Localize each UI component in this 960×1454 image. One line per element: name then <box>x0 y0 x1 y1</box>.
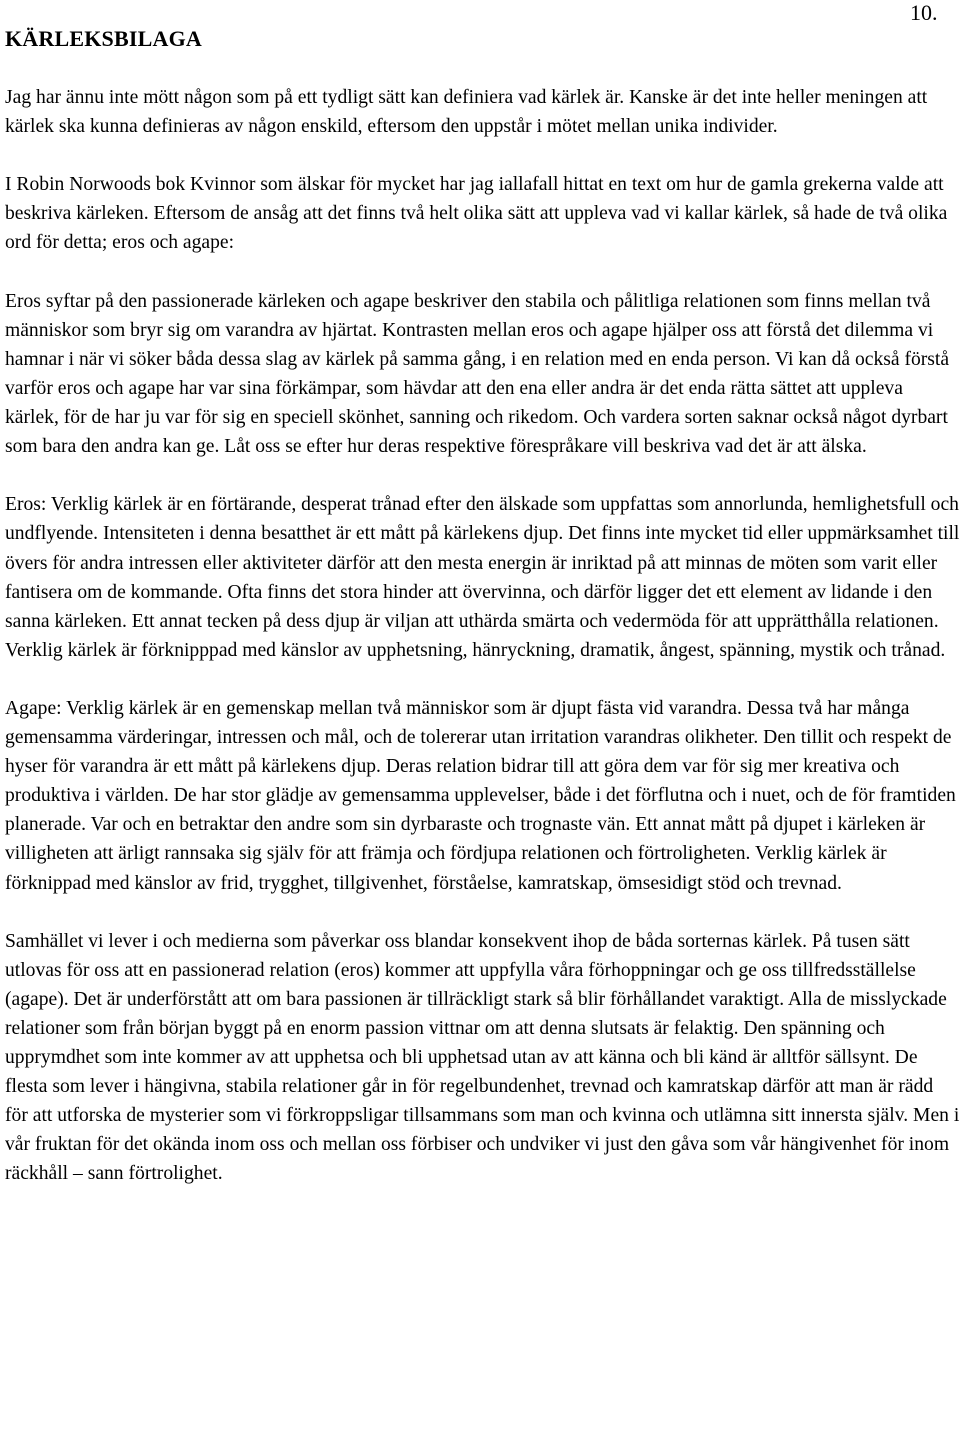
paragraph-eros: Eros: Verklig kärlek är en förtärande, desperat trånad efter den älskade som uppfattas som annorlunda, hemlighetsfull och undflyende. Intensiteten i denna besatthet är ett mått på kärlekens djup. Det finns inte mycket tid eller uppmärksamhet till övers för andra intressen eller aktiviteter därför att den mesta energin är inriktad på att minnas de möten som varit eller fantisera om de kommande. Ofta finns det stora hinder att övervinna, och därför ligger det ett element av lidande i den sanna kärleken. Ett annat tecken på dess djup är viljan att uthärda smärta och vedermöda för att upprätthålla relationen. Verklig kärlek är förknipppad med känslor av upphetsning, hänryckning, dramatik, ångest, spänning, mystik och trånad. <box>5 494 960 661</box>
paragraph-intro: Jag har ännu inte mött någon som på ett tydligt sätt kan definiera vad kärlek är. Kanske är det inte heller meningen att kärlek ska kunna definieras av någon enskild, eftersom den uppstår i mötet mellan unika individer. <box>5 87 928 138</box>
document-body <box>5 83 960 1218</box>
page-number: 10. <box>910 0 938 25</box>
paragraph-society: Samhället vi lever i och medierna som påverkar oss blandar konsekvent ihop de båda sorternas kärlek. På tusen sätt utlovas för oss att en passionerad relation (eros) kommer att uppfylla våra förhoppningar och ge oss tillfredsställelse (agape). Det är underförstått att om bara passionen är tillräckligt stark så blir förhållandet varaktigt. Alla de misslyckade relationer som från början byggt på en enorm passion vittnar om att denna slutsats är felaktig. Den spänning och upprymdhet som inte kommer av att upphetsa och bli upphetsad utan av att känna och bli känd är alltför sällsynt. De flesta som lever i hängivna, stabila relationer går in för regelbundenhet, trevnad och kamratskap därför att man är rädd för att utforska de mysterier som vi förkroppsligar tillsammans som man och kvinna och utlämna sitt innersta själv. Men i vår fruktan för det okända inom oss och mellan oss förbiser och undviker vi just den gåva som vår hängivenhet för inom räckhåll – sann förtrolighet. <box>5 930 960 1185</box>
document-heading: KÄRLEKSBILAGA <box>5 26 202 51</box>
paragraph-eros-agape: Eros syftar på den passionerade kärleken och agape beskriver den stabila och pålitliga relationen som finns mellan två människor som bryr sig om varandra av hjärtat. Kontrasten mellan eros och agape hjälper oss att förstå det dilemma vi hamnar i när vi söker båda dessa slag av kärlek på samma gång, i en relation med en enda person. Vi kan då också förstå varför eros och agape har var sina förkämpar, som hävdar att den ena eller andra är det enda rätta sättet att uppleva kärlek, för de har ju var för sig en speciell skönhet, sanning och rikedom. Och vardera sorten saknar också något dyrbart som bara den andra kan ge. Låt oss se efter hur deras respektive förespråkare vill beskriva vad det är att älska. <box>5 290 950 458</box>
paragraph-agape: Agape: Verklig kärlek är en gemenskap mellan två människor som är djupt fästa vid varandra. Dessa två har många gemensamma värderingar, intressen och mål, och de tolererar utan irritation varandras olikheter. Den tillit och respekt de hyser för varandra är ett mått på kärlekens djup. Deras relation bidrar till att göra dem var för sig mer kreativa och produktiva i världen. De har stor glädje av gemensamma upplevelser, både i det förflutna och i nuet, och de för framtiden planerade. Var och en betraktar den andre som sin dyrbaraste och trognaste vän. Ett annat mått på djupet i kärleken är villigheten att ärligt rannsaka sig själv för att främja och fördjupa relationen och förtroligheten. Verklig kärlek är förknippad med känslor av frid, trygghet, tillgivenhet, förståelse, kamratskap, ömsesidigt stöd och trevnad. <box>5 697 956 894</box>
paragraph-norwood: I Robin Norwoods bok Kvinnor som älskar för mycket har jag iallafall hittat en text om hur de gamla grekerna valde att beskriva kärleken. Eftersom de ansåg att det finns två helt olika sätt att uppleva vad vi kallar kärlek, så hade de två olika ord för detta; eros och agape: <box>5 174 948 254</box>
